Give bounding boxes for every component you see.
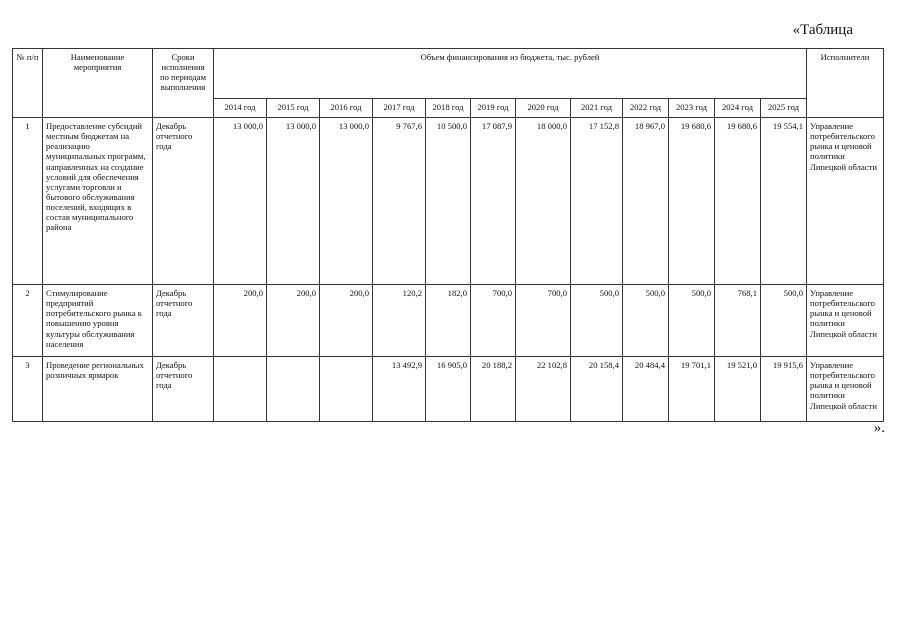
table-caption: «Таблица xyxy=(792,22,853,38)
row-value: 22 102,8 xyxy=(516,357,571,422)
row-value: 19 915,6 xyxy=(761,357,807,422)
row-value xyxy=(214,357,267,422)
header-year: 2020 год xyxy=(516,99,571,118)
header-year: 2025 год xyxy=(761,99,807,118)
row-value: 10 500,0 xyxy=(426,118,471,285)
row-value: 768,1 xyxy=(715,285,761,357)
row-value: 500,0 xyxy=(571,285,623,357)
row-value: 182,0 xyxy=(426,285,471,357)
row-value xyxy=(320,357,373,422)
funding-table xyxy=(12,48,884,422)
table-row xyxy=(13,357,884,422)
row-value: 200,0 xyxy=(267,285,320,357)
row-value: 500,0 xyxy=(761,285,807,357)
row-num: 3 xyxy=(13,357,43,422)
row-name: Предоставление субсидий местным бюджетам на реализацию муниципальных программ, направленных на создание условий для обеспечения услугами торговли и бытового обслуживания поселений, входящих в состав муниципального района xyxy=(43,118,153,285)
row-num: 1 xyxy=(13,118,43,285)
row-terms: Декабрь отчетного года xyxy=(153,357,214,422)
row-name: Стимулирование предприятий потребительского рынка к повышению уровня культуры обслуживания населения xyxy=(43,285,153,357)
header-year: 2015 год xyxy=(267,99,320,118)
row-value: 18 000,0 xyxy=(516,118,571,285)
row-value: 200,0 xyxy=(320,285,373,357)
row-value: 17 152,8 xyxy=(571,118,623,285)
row-num: 2 xyxy=(13,285,43,357)
header-year: 2023 год xyxy=(669,99,715,118)
row-value: 20 188,2 xyxy=(471,357,516,422)
header-funding: Объем финансирования из бюджета, тыс. рублей xyxy=(214,49,807,99)
row-executor: Управление потребительского рынка и ценовой политики Липецкой области xyxy=(807,285,884,357)
row-value: 20 484,4 xyxy=(623,357,669,422)
header-name: Наименование мероприятия xyxy=(43,49,153,118)
header-year: 2014 год xyxy=(214,99,267,118)
row-value: 19 680,6 xyxy=(715,118,761,285)
header-year: 2018 год xyxy=(426,99,471,118)
row-value: 19 701,1 xyxy=(669,357,715,422)
row-value: 19 554,1 xyxy=(761,118,807,285)
row-value: 19 521,0 xyxy=(715,357,761,422)
row-value: 13 000,0 xyxy=(267,118,320,285)
row-value: 700,0 xyxy=(471,285,516,357)
header-year: 2019 год xyxy=(471,99,516,118)
row-name: Проведение региональных розничных ярмарок xyxy=(43,357,153,422)
row-value: 120,2 xyxy=(373,285,426,357)
header-year: 2017 год xyxy=(373,99,426,118)
closing-quote: ». xyxy=(873,420,885,436)
row-value: 13 000,0 xyxy=(320,118,373,285)
row-value: 20 158,4 xyxy=(571,357,623,422)
header-terms: Сроки исполнения по периодам выполнения xyxy=(153,49,214,118)
row-value: 200,0 xyxy=(214,285,267,357)
table-row xyxy=(13,285,884,357)
table-row xyxy=(13,118,884,285)
row-value: 13 492,9 xyxy=(373,357,426,422)
row-executor: Управление потребительского рынка и ценовой политики Липецкой области xyxy=(807,357,884,422)
row-terms: Декабрь отчетного года xyxy=(153,118,214,285)
header-year: 2022 год xyxy=(623,99,669,118)
row-value: 18 967,0 xyxy=(623,118,669,285)
row-value: 500,0 xyxy=(669,285,715,357)
row-value: 19 680,6 xyxy=(669,118,715,285)
row-value: 700,0 xyxy=(516,285,571,357)
row-value: 500,0 xyxy=(623,285,669,357)
row-value: 9 767,6 xyxy=(373,118,426,285)
row-value: 16 905,0 xyxy=(426,357,471,422)
row-value: 13 000,0 xyxy=(214,118,267,285)
header-year: 2024 год xyxy=(715,99,761,118)
row-executor: Управление потребительского рынка и ценовой политики Липецкой области xyxy=(807,118,884,285)
header-num: № п/п xyxy=(13,49,43,118)
row-value xyxy=(267,357,320,422)
row-terms: Декабрь отчетного года xyxy=(153,285,214,357)
row-value: 17 087,9 xyxy=(471,118,516,285)
header-year: 2021 год xyxy=(571,99,623,118)
header-executors: Исполнители xyxy=(807,49,884,118)
header-year: 2016 год xyxy=(320,99,373,118)
